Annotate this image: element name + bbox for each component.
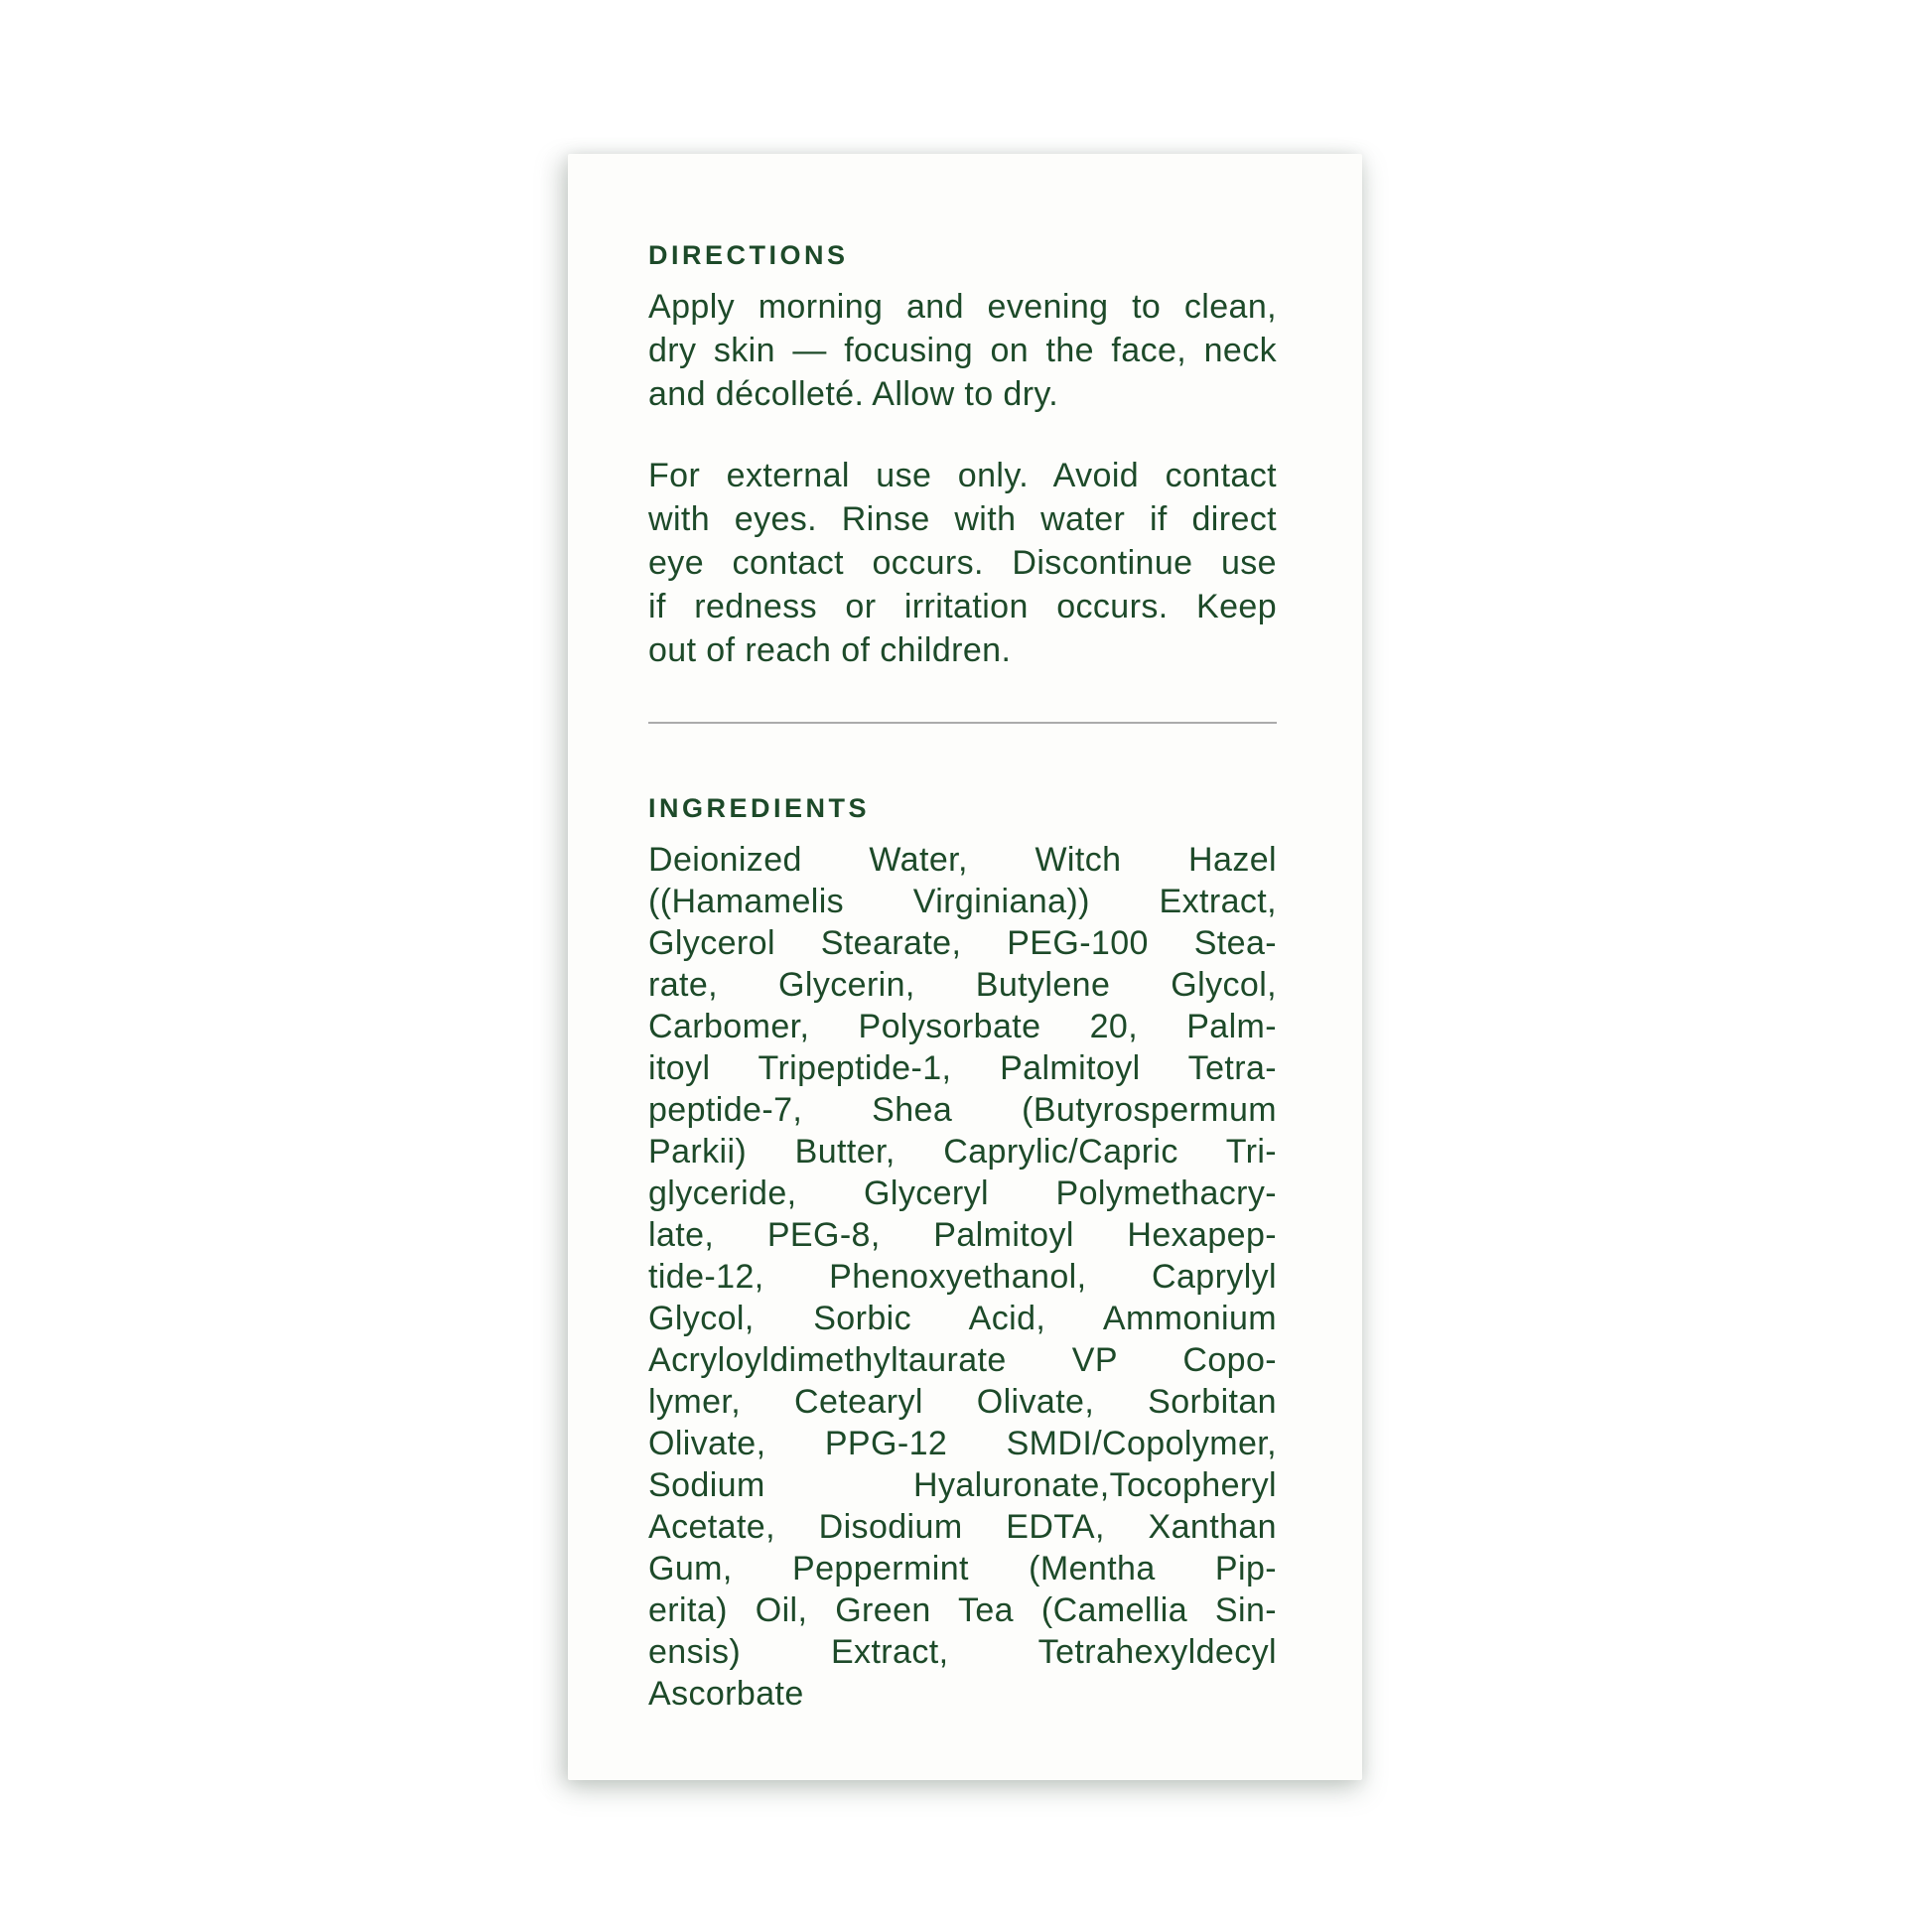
text-line: peptide-7, Shea (Butyrospermum (648, 1091, 1277, 1129)
text-line: Deionized Water, Witch Hazel (648, 841, 1277, 879)
text-line: tide-12, Phenoxyethanol, Caprylyl (648, 1258, 1277, 1296)
text-line: Glycerol Stearate, PEG-100 Stea- (648, 924, 1277, 962)
ingredients-heading: INGREDIENTS (648, 793, 871, 823)
text-line: rate, Glycerin, Butylene Glycol, (648, 966, 1277, 1004)
directions-paragraph-1 (648, 285, 1277, 416)
text-line: Carbomer, Polysorbate 20, Palm- (648, 1008, 1277, 1045)
text-line: For external use only. Avoid contact (648, 457, 1277, 494)
text-line: erita) Oil, Green Tea (Camellia Sin- (648, 1591, 1277, 1629)
text-line: ensis) Extract, Tetrahexyldecyl (648, 1633, 1277, 1671)
text-line: Sodium Hyaluronate,Tocopheryl (648, 1466, 1277, 1504)
ingredients-section (648, 795, 1277, 1715)
text-line: Gum, Peppermint (Mentha Pip- (648, 1550, 1277, 1587)
text-line: Parkii) Butter, Caprylic/Capric Tri- (648, 1133, 1277, 1171)
directions-paragraph-2 (648, 454, 1277, 672)
text-line: Glycol, Sorbic Acid, Ammonium (648, 1300, 1277, 1337)
text-line: if redness or irritation occurs. Keep (648, 588, 1277, 625)
ingredients-list (648, 839, 1277, 1715)
text-line: eye contact occurs. Discontinue use (648, 544, 1277, 582)
directions-heading: DIRECTIONS (648, 240, 849, 270)
text-line: Acryloyldimethyltaurate VP Copo- (648, 1341, 1277, 1379)
text-line: Acetate, Disodium EDTA, Xanthan (648, 1508, 1277, 1546)
text-line: late, PEG-8, Palmitoyl Hexapep- (648, 1216, 1277, 1254)
text-line: ((Hamamelis Virginiana)) Extract, (648, 883, 1277, 920)
text-line: Apply morning and evening to clean, (648, 288, 1277, 326)
text-line: glyceride, Glyceryl Polymethacry- (648, 1174, 1277, 1212)
text-line: and décolleté. Allow to dry. (648, 375, 1059, 413)
text-line: lymer, Cetearyl Olivate, Sorbitan (648, 1383, 1277, 1421)
text-line: Olivate, PPG-12 SMDI/Copolymer, (648, 1425, 1277, 1462)
text-line: out of reach of children. (648, 631, 1012, 669)
text-line: with eyes. Rinse with water if direct (648, 500, 1277, 538)
section-divider (648, 722, 1277, 724)
directions-section (648, 242, 1277, 672)
text-line: itoyl Tripeptide-1, Palmitoyl Tetra- (648, 1049, 1277, 1087)
text-line: Ascorbate (648, 1675, 804, 1713)
text-line: dry skin — focusing on the face, neck (648, 332, 1277, 369)
product-label-card (568, 154, 1362, 1780)
